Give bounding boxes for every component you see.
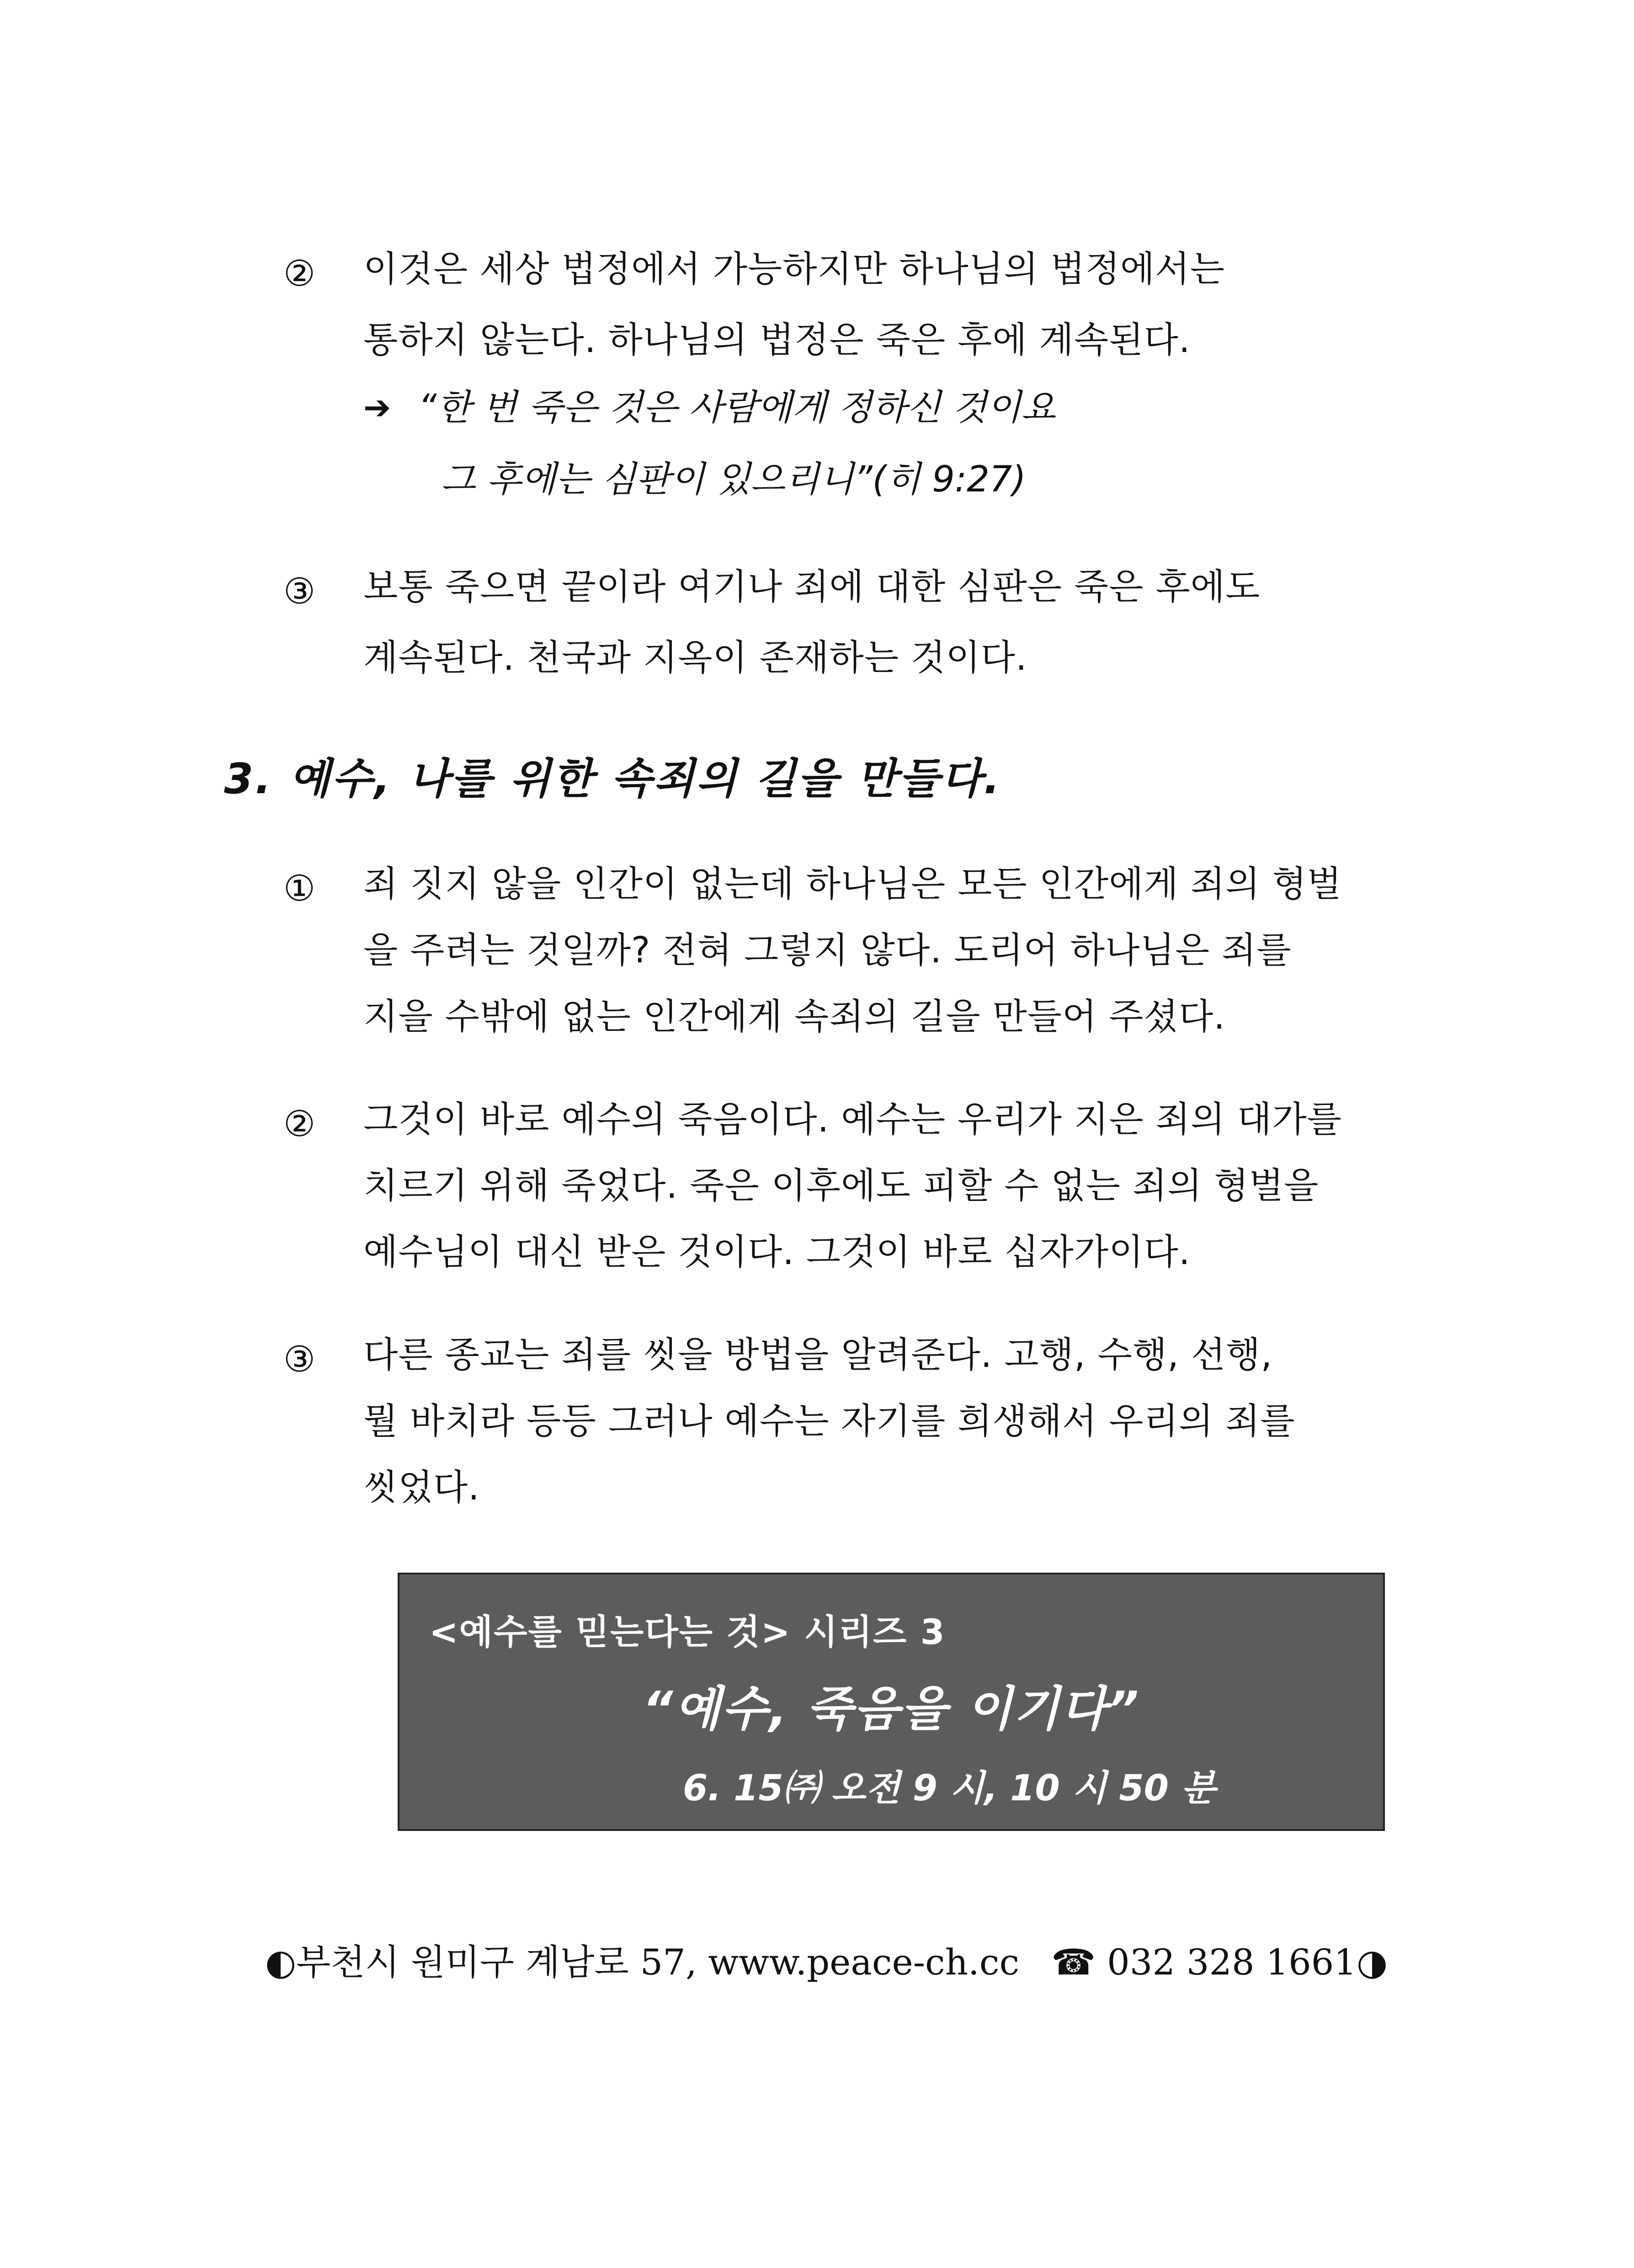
sermon-title: “예수, 죽음을 이기다”: [642, 1681, 1140, 1737]
sermon-series-banner: [398, 1573, 1385, 1831]
church-footer: [265, 1934, 1388, 1985]
paragraph-line: 뭘 바치라 등등 그러나 예수는 자기를 희생해서 우리의 죄를: [363, 1401, 1295, 1442]
paragraph-line: 을 주려는 것일까? 전혀 그렇지 않다. 도리어 하나님은 죄를: [363, 930, 1292, 971]
list-marker: ②: [283, 253, 315, 294]
list-marker: ③: [283, 1339, 315, 1380]
arrow-icon: ➔: [363, 388, 391, 427]
section-heading: 3. 예수, 나를 위한 속죄의 길을 만들다.: [224, 754, 1002, 803]
half-circle-left-icon: ◐: [265, 1942, 297, 1983]
paragraph-line: 씻었다.: [363, 1467, 480, 1508]
scripture-quote-line: “한 번 죽은 것은 사람에게 정하신 것이요: [418, 387, 1056, 428]
paragraph-line: 죄 짓지 않을 인간이 없는데 하나님은 모든 인간에게 죄의 형벌: [363, 864, 1342, 905]
paragraph-line: 계속된다. 천국과 지옥이 존재하는 것이다.: [363, 637, 1027, 678]
scripture-quote-line: 그 후에는 심판이 있으리니”(히 9:27): [441, 459, 1026, 500]
list-marker: ②: [283, 1104, 315, 1145]
paragraph-line: 지을 수밖에 없는 인간에게 속죄의 길을 만들어 주셨다.: [363, 996, 1226, 1037]
series-title: <예수를 믿는다는 것> 시리즈 3: [429, 1612, 946, 1652]
service-schedule: 6. 15㈜ 오전 9 시, 10 시 50 분: [683, 1768, 1216, 1809]
phone-number: 032 328 1661: [1107, 1942, 1357, 1983]
phone-icon: ☎: [1051, 1942, 1096, 1983]
paragraph-line: 치르기 위해 죽었다. 죽은 이후에도 피할 수 없는 죄의 형벌을: [363, 1165, 1319, 1206]
paragraph-line: 보통 죽으면 끝이라 여기나 죄에 대한 심판은 죽은 후에도: [363, 566, 1261, 608]
half-circle-right-icon: ◑: [1356, 1942, 1388, 1983]
paragraph-line: 통하지 않는다. 하나님의 법정은 죽은 후에 계속된다.: [363, 320, 1191, 361]
paragraph-line: 예수님이 대신 받은 것이다. 그것이 바로 십자가이다.: [363, 1232, 1191, 1273]
list-marker: ①: [283, 868, 315, 909]
paragraph-line: 다른 종교는 죄를 씻을 방법을 알려준다. 고행, 수행, 선행,: [363, 1334, 1273, 1376]
paragraph-line: 그것이 바로 예수의 죽음이다. 예수는 우리가 지은 죄의 대가를: [363, 1099, 1342, 1140]
church-address: 부천시 원미구 계남로 57, www.peace-ch.cc: [296, 1942, 1020, 1983]
paragraph-line: 이것은 세상 법정에서 가능하지만 하나님의 법정에서는: [363, 249, 1225, 290]
list-marker: ③: [283, 571, 315, 612]
